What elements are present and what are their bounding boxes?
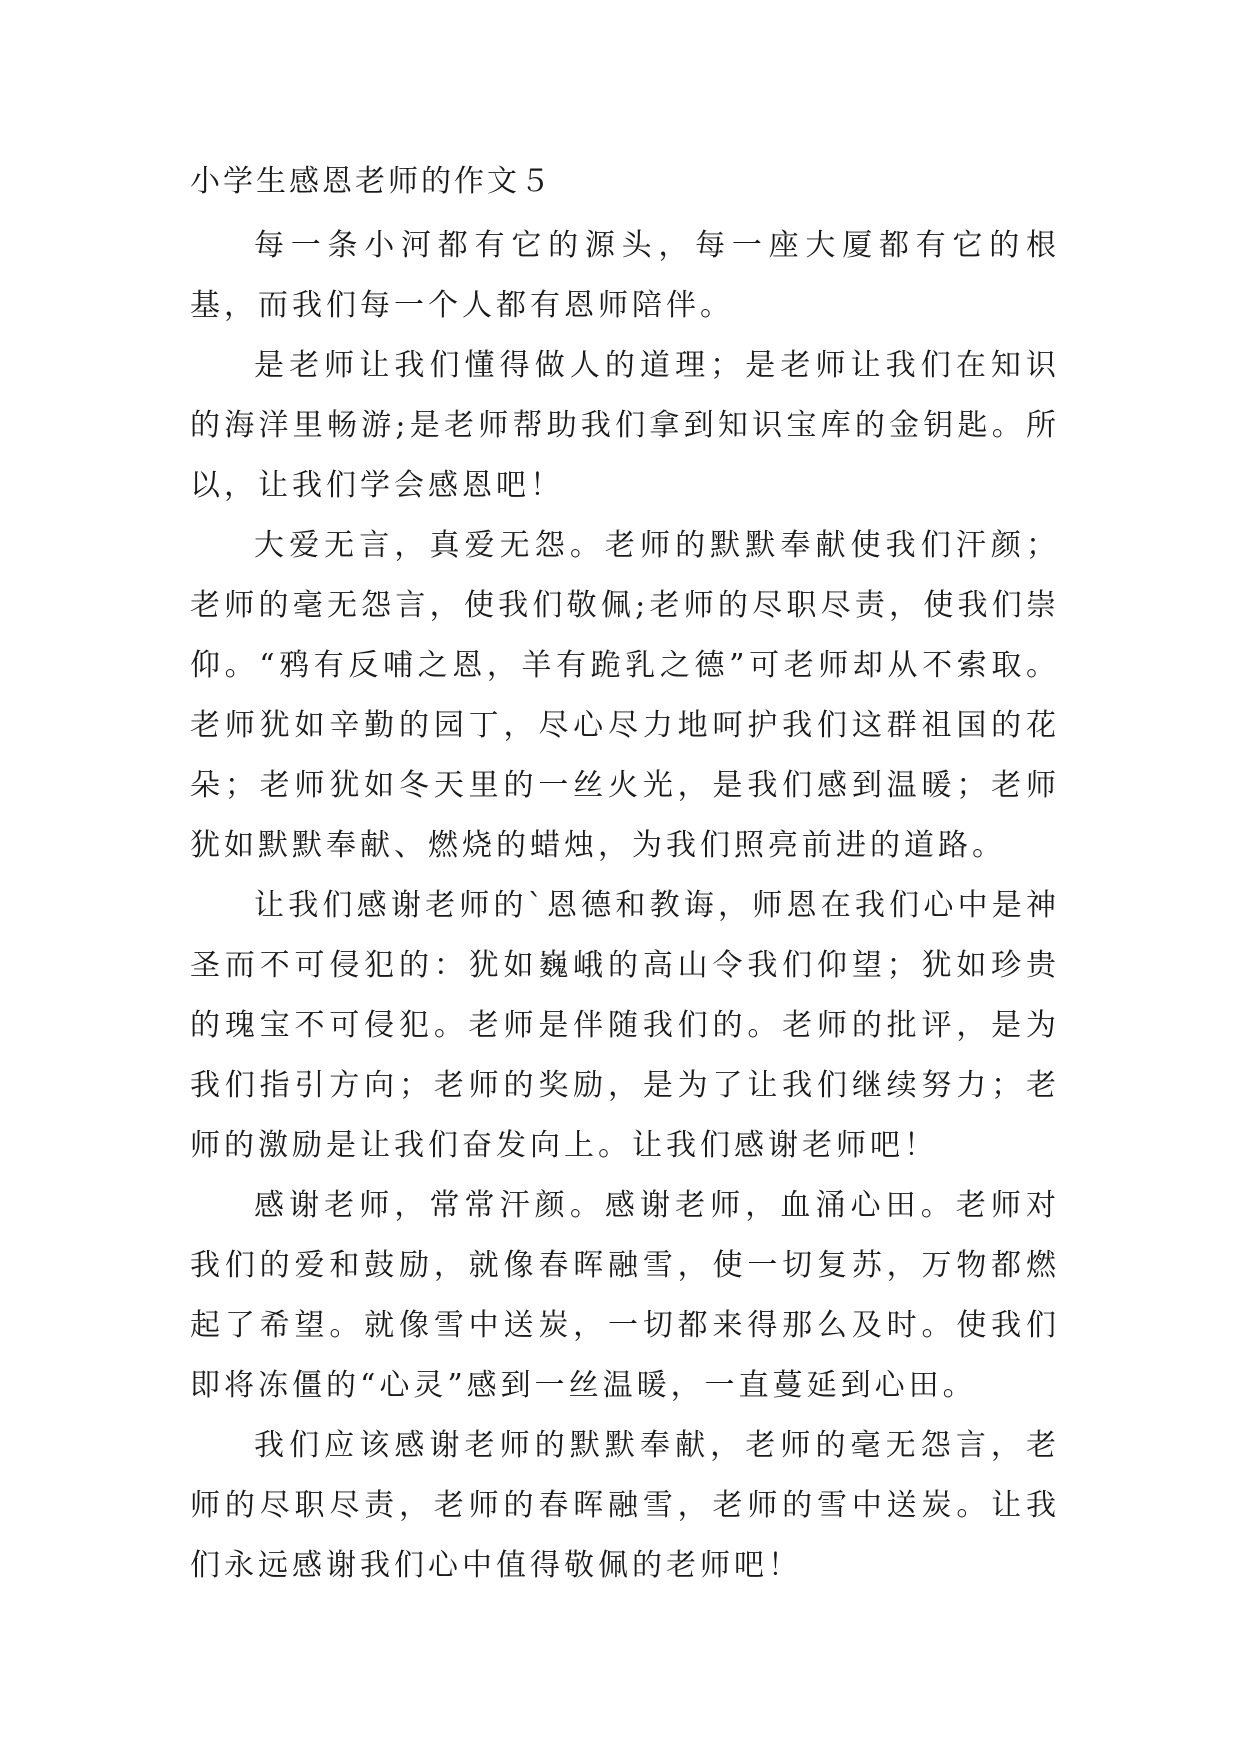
paragraph-1: 每一条小河都有它的源头，每一座大厦都有它的根基，而我们每一个人都有恩师陪伴。 <box>190 228 1060 323</box>
paragraph-3: 大爱无言，真爱无怨。老师的默默奉献使我们汗颜；老师的毫无怨言，使我们敬佩;老师的尽职尽责，使我们崇仰。“鸦有反哺之恩，羊有跪乳之德”可老师却从不索取。老师犹如辛勤的园丁，尽心尽力地呵护我们这群祖国的花朵；老师犹如冬天里的一丝火光，是我们感到温暖；老师犹如默默奉献、燃烧的蜡烛，为我们照亮前进的道路。 <box>190 528 1060 863</box>
essay-title: 小学生感恩老师的作文５ <box>190 164 553 199</box>
paragraph-5: 感谢老师，常常汗颜。感谢老师，血涌心田。老师对我们的爱和鼓励，就像春晖融雪，使一切复苏，万物都燃起了希望。就像雪中送炭，一切都来得那么及时。使我们即将冻僵的“心灵”感到一丝温暖，一直蔓延到心田。 <box>190 1188 1060 1403</box>
paragraph-2: 是老师让我们懂得做人的道理；是老师让我们在知识的海洋里畅游;是老师帮助我们拿到知识宝库的金钥匙。所以，让我们学会感恩吧！ <box>190 348 1060 503</box>
paragraph-4: 让我们感谢老师的`恩德和教诲，师恩在我们心中是神圣而不可侵犯的：犹如巍峨的高山令我们仰望；犹如珍贵的瑰宝不可侵犯。老师是伴随我们的。老师的批评，是为我们指引方向；老师的奖励，是为了让我们继续努力；老师的激励是让我们奋发向上。让我们感谢老师吧！ <box>190 888 1060 1163</box>
paragraph-6: 我们应该感谢老师的默默奉献，老师的毫无怨言，老师的尽职尽责，老师的春晖融雪，老师的雪中送炭。让我们永远感谢我们心中值得敬佩的老师吧！ <box>190 1428 1060 1583</box>
essay-body <box>190 160 1060 1596</box>
